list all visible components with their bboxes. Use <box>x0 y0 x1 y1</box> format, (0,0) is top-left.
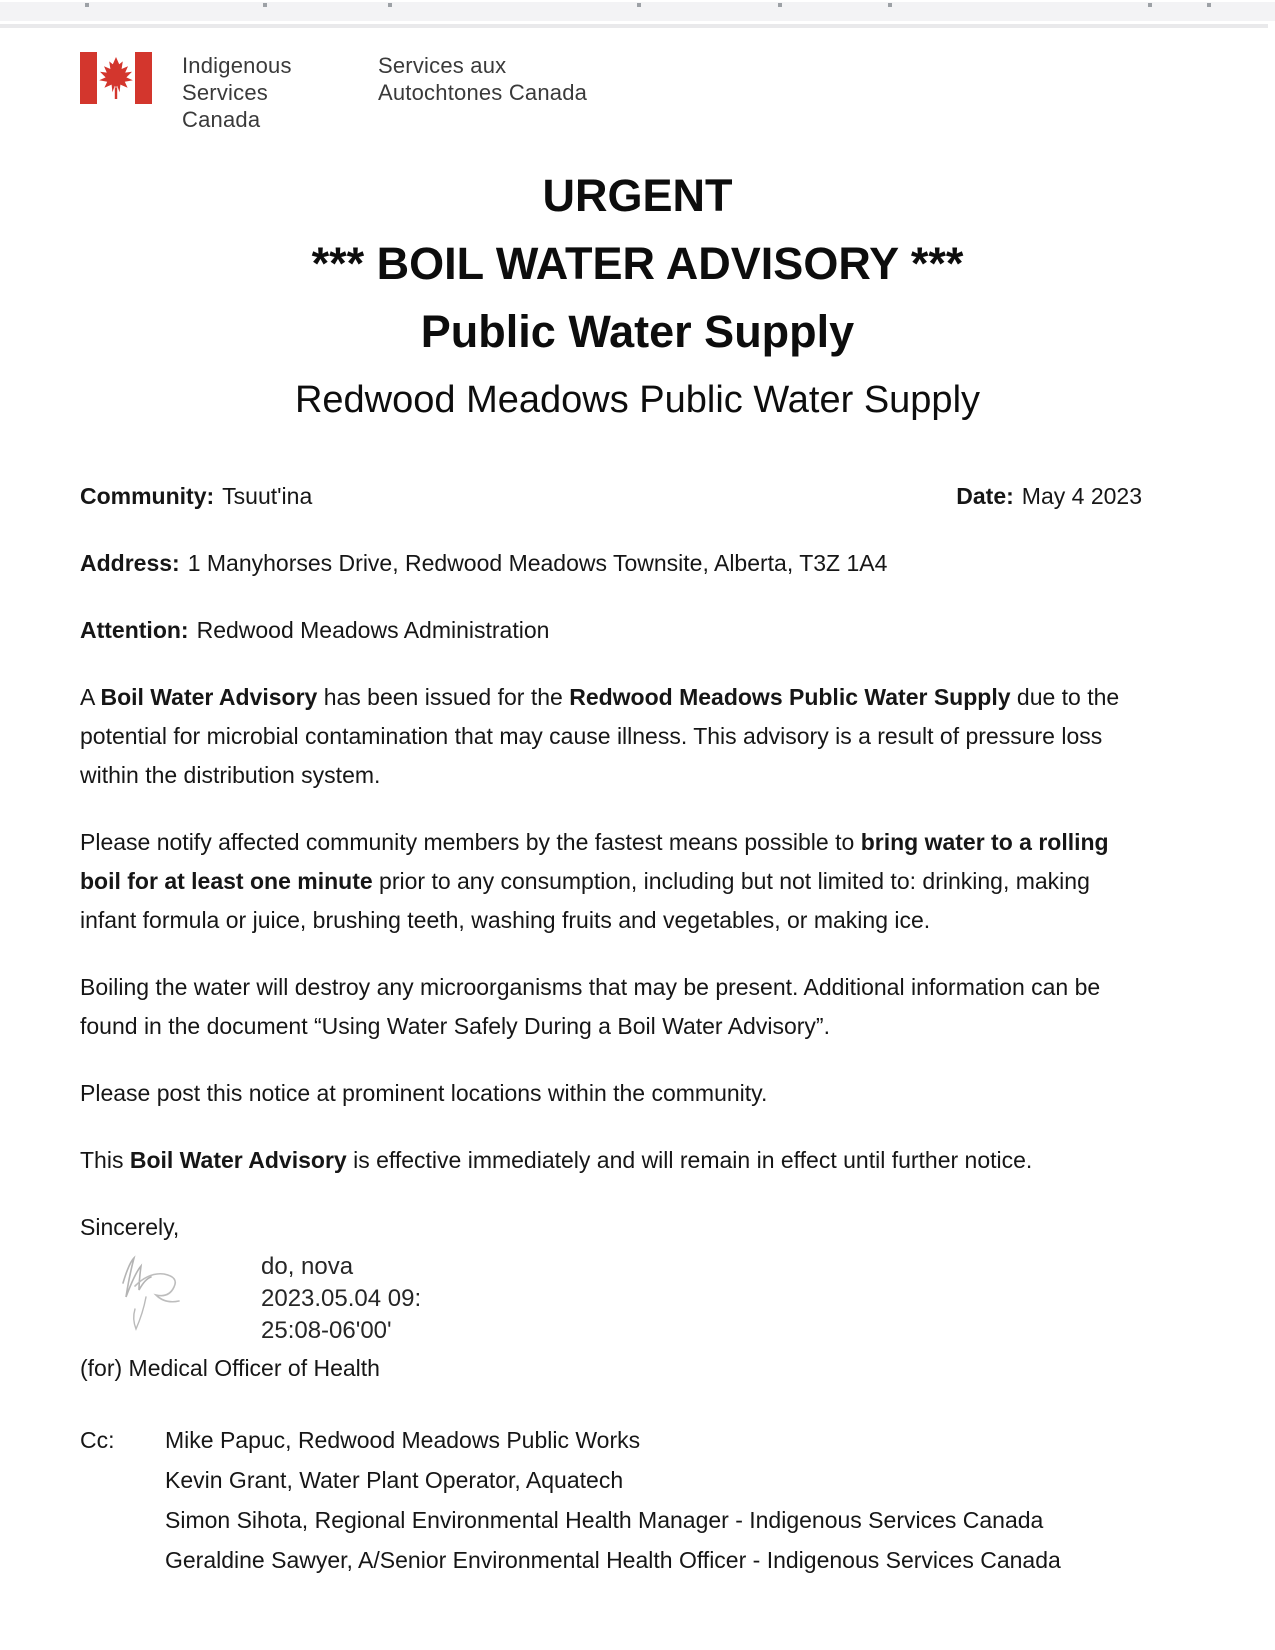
medical-officer-line: (for) Medical Officer of Health <box>80 1355 380 1381</box>
paragraph <box>80 823 1142 940</box>
government-of-canada-header <box>80 52 1142 133</box>
cc-name: Simon Sihota, Regional Environmental Health Manager - Indigenous Services Canada <box>165 1507 1044 1533</box>
paragraph-text: This <box>80 1147 130 1173</box>
paragraph-text: due to the potential for microbial contamination that may cause illness. This advisory is a result of pressure loss within the distribution system. <box>80 684 1120 788</box>
cc-names <box>165 1420 1142 1580</box>
logo-en-line1: Indigenous Services <box>182 53 292 105</box>
signature-block <box>80 1251 1142 1347</box>
digital-signature-date: 2023.05.04 09: <box>261 1285 422 1312</box>
logo-fr-line1: Services aux <box>378 53 507 78</box>
body-paragraphs <box>80 678 1142 1180</box>
attention-field <box>80 611 1142 650</box>
paragraph-text: A <box>80 684 101 710</box>
paragraph-bold-text: bring water to a rolling boil for at least one minute <box>80 829 1109 894</box>
title-public-water-supply: Public Water Supply <box>420 306 855 357</box>
digital-signature-time: 25:08-06'00' <box>261 1317 392 1344</box>
paragraph-text: is effective immediately and will remain in effect until further notice. <box>346 1147 1033 1173</box>
date-field <box>956 477 1142 516</box>
paragraph <box>80 968 1142 1046</box>
cc-block <box>80 1420 1142 1580</box>
date-label: Date: <box>956 483 1014 509</box>
cc-name: Geraldine Sawyer, A/Senior Environmental Health Officer - Indigenous Services Canada <box>165 1547 1061 1573</box>
attention-label: Attention: <box>80 617 189 643</box>
paragraph <box>80 678 1142 795</box>
logo-text-french <box>378 52 608 106</box>
paragraph-text: Boiling the water will destroy any microorganisms that may be present. Additional information can be found in the document “Using Water Safely During a Boil Water Advisory”. <box>80 974 1101 1039</box>
paragraph <box>80 1141 1142 1180</box>
paragraph <box>80 1074 1142 1113</box>
address-label: Address: <box>80 550 180 576</box>
title-block <box>80 170 1195 423</box>
paragraph-text: prior to any consumption, including but not limited to: drinking, making infant formula or juice, brushing teeth, washing fruits and vegetables, or making ice. <box>80 868 1090 933</box>
title-urgent: URGENT <box>542 170 733 221</box>
cc-name: Kevin Grant, Water Plant Operator, Aquatech <box>165 1467 624 1493</box>
title-supply-name: Redwood Meadows Public Water Supply <box>294 379 981 421</box>
community-label: Community: <box>80 483 215 509</box>
date-value: May 4 2023 <box>1021 483 1142 509</box>
paragraph-bold-text: Redwood Meadows Public Water Supply <box>569 684 1011 710</box>
cc-label: Cc: <box>80 1427 115 1453</box>
community-value: Tsuut'ina <box>222 483 313 509</box>
logo-fr-line2: Autochtones Canada <box>378 80 588 105</box>
paragraph-text: Please notify affected community members by the fastest means possible to <box>80 829 861 855</box>
logo-text-english <box>182 52 378 133</box>
community-date-row <box>80 477 1142 516</box>
logo-en-line2: Canada <box>182 107 261 132</box>
canada-flag-icon <box>80 52 152 104</box>
paragraph-bold-text: Boil Water Advisory <box>100 684 318 710</box>
paragraph-bold-text: Boil Water Advisory <box>129 1147 347 1173</box>
address-value: 1 Manyhorses Drive, Redwood Meadows Townsite, Alberta, T3Z 1A4 <box>187 550 888 576</box>
title-boil-water-advisory: *** BOIL WATER ADVISORY *** <box>311 238 964 289</box>
community-field <box>80 477 312 516</box>
handwritten-signature-scribble <box>113 1251 203 1335</box>
digital-signature-name: do, nova <box>261 1253 354 1280</box>
digital-signature-text <box>261 1251 421 1347</box>
sincerely-line: Sincerely, <box>80 1214 180 1240</box>
attention-value: Redwood Meadows Administration <box>196 617 550 643</box>
paragraph-text: has been issued for the <box>317 684 570 710</box>
paragraph-text: Please post this notice at prominent locations within the community. <box>80 1080 768 1106</box>
cc-name: Mike Papuc, Redwood Meadows Public Works <box>165 1427 641 1453</box>
address-field <box>80 544 1142 583</box>
